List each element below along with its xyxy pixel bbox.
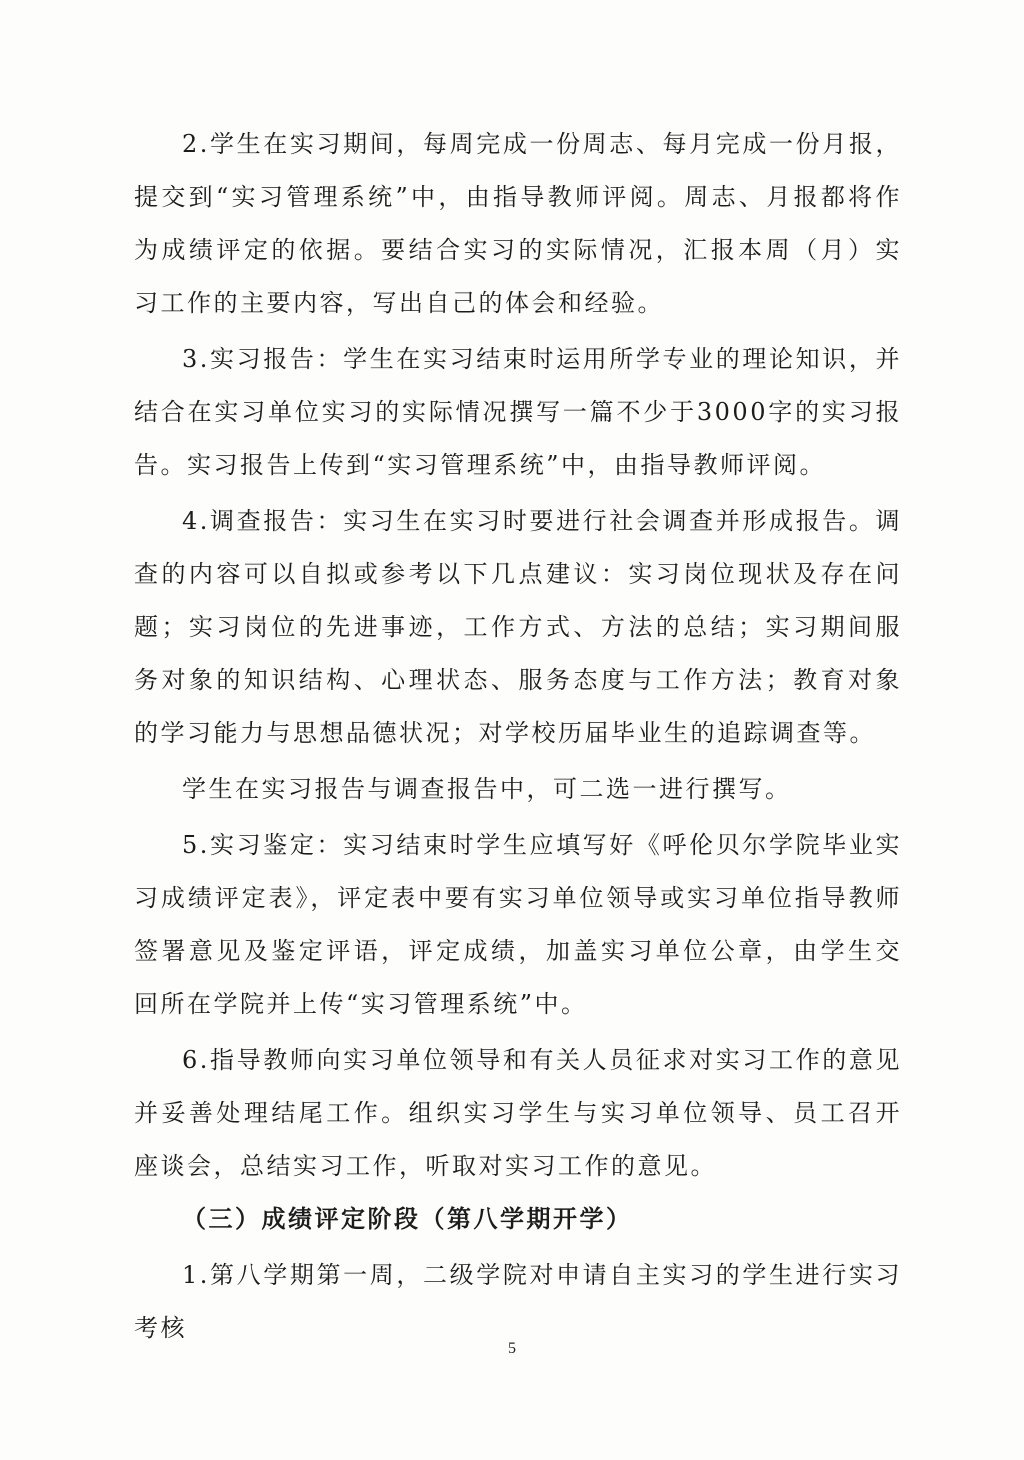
paragraph-weekly-monthly-report: 2.学生在实习期间，每周完成一份周志、每月完成一份月报，提交到“实习管理系统”中，由指导教师评阅。周志、月报都将作为成绩评定的依据。要结合实习的实际情况，汇报本周（月）实习工作的主要内容，写出自己的体会和经验。: [134, 130, 902, 317]
paragraph-survey-report: 4.调查报告：实习生在实习时要进行社会调查并形成报告。调查的内容可以自拟或参考以下几点建议：实习岗位现状及存在问题；实习岗位的先进事迹，工作方式、方法的总结；实习期间服务对象的知识结构、心理状态、服务态度与工作方法；教育对象的学习能力与思想品德状况；对学校历届毕业生的追踪调查等。: [134, 507, 902, 747]
document-body: [134, 118, 902, 1355]
paragraph-choose-one: 学生在实习报告与调查报告中，可二选一进行撰写。: [182, 775, 792, 803]
paragraph-internship-appraisal: 5.实习鉴定：实习结束时学生应填写好《呼伦贝尔学院毕业实习成绩评定表》，评定表中要有实习单位领导或实习单位指导教师签署意见及鉴定评语，评定成绩，加盖实习单位公章，由学生交回所在学院并上传“实习管理系统”中。: [134, 831, 902, 1018]
paragraph-first-week-assessment: 1.第八学期第一周，二级学院对申请自主实习的学生进行实习考核: [134, 1261, 902, 1342]
section-heading-grading-stage: （三）成绩评定阶段（第八学期开学）: [182, 1205, 633, 1233]
page-number: 5: [508, 1340, 516, 1357]
paragraph-internship-report: 3.实习报告：学生在实习结束时运用所学专业的理论知识，并结合在实习单位实习的实际情况撰写一篇不少于3000字的实习报告。实习报告上传到“实习管理系统”中，由指导教师评阅。: [134, 345, 902, 479]
paragraph-teacher-feedback: 6.指导教师向实习单位领导和有关人员征求对实习工作的意见并妥善处理结尾工作。组织实习学生与实习单位领导、员工召开座谈会，总结实习工作，听取对实习工作的意见。: [134, 1046, 902, 1180]
